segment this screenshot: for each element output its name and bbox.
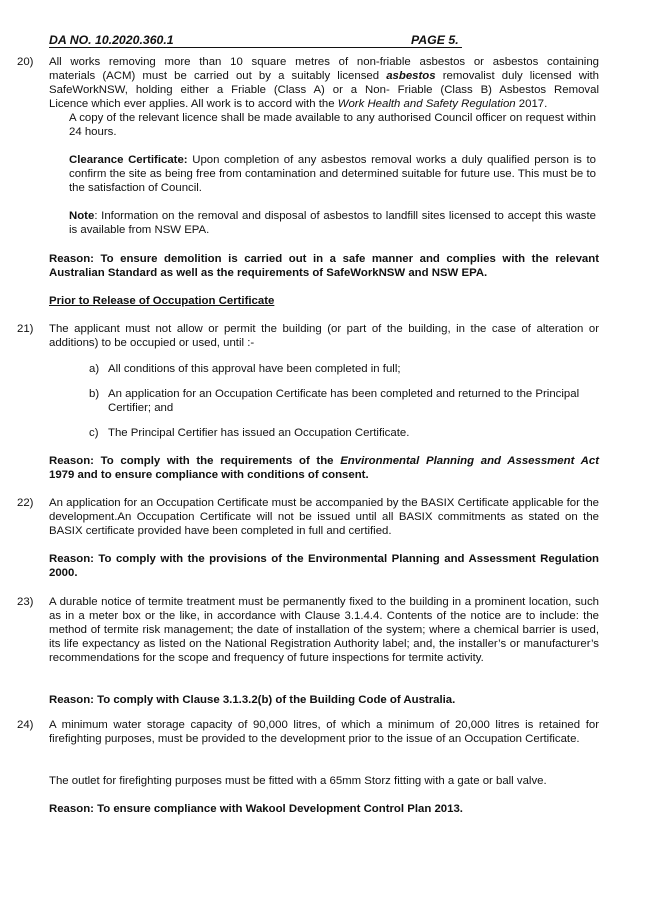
condition-23-text: A durable notice of termite treatment must be permanently fixed to the building in a prominent location, such as in a meter box or the like, in accordance with Clause 3.1.4.4. Contents of the notice are to include: the method of termite risk management; the date of installation of the system; where a chemical barrier is used, its life expectancy as listed on the National Registration Authority label; and, the installer’s or manufacturer’s recommendations for the scope and frequency of future inspections for termite activity. (49, 596, 599, 664)
condition-20-reason: Reason: To ensure demolition is carried out in a safe manner and complies with the relevant Australian Standard as well as the requirements of SafeWorkNSW and NSW EPA. (49, 253, 599, 279)
condition-22-text: An application for an Occupation Certificate must be accompanied by the BASIX Certificate applicable for the development.An Occupation Certificate will not be issued until all BASIX commitments as stated on the BASIX certificate provided have been completed in full and certified. (49, 497, 599, 537)
condition-24-reason: Reason: To ensure compliance with Wakool Development Control Plan 2013. (49, 803, 463, 815)
condition-20-line: All works removing more than 10 square metres of non-friable asbestos or asbestos containing (49, 56, 599, 68)
list-letter: c) (89, 427, 99, 439)
condition-21-text: The applicant must not allow or permit the building (or part of the building, in the case of alteration or additions) to be occupied or used, until :- (49, 323, 599, 349)
condition-24-text: A minimum water storage capacity of 90,000 litres, of which a minimum of 20,000 litres is retained for firefighting purposes, must be provided to the development prior to the issue of an Occupation Certificate. (49, 719, 599, 745)
list-item-text: The Principal Certifier has issued an Occupation Certificate. (108, 427, 410, 439)
clearance-certificate-paragraph: Clearance Certificate: Upon completion of any asbestos removal works a duly qualified person is to confirm the site as being free from contamination and determined suitable for future use. This must be to the satisfaction of Council. (69, 154, 596, 194)
list-letter: b) (89, 388, 100, 400)
condition-20-line: Licence which ever applies. All work is to accord with the Work Health and Safety Regulation 2017. (49, 98, 548, 110)
condition-number: 20) (17, 56, 34, 68)
firefighting-outlet-text: The outlet for firefighting purposes must be fitted with a 65mm Storz fitting with a gate or ball valve. (49, 775, 547, 787)
condition-20-line: materials (ACM) must be carried out by a suitably licensed asbestos removalist duly licensed with (49, 70, 599, 82)
da-number: DA NO. 10.2020.360.1 (49, 33, 174, 47)
condition-22-reason: Reason: To comply with the provisions of the Environmental Planning and Assessment Regulation 2000. (49, 553, 599, 579)
disposal-note-paragraph: Note: Information on the removal and disposal of asbestos to landfill sites licensed to accept this waste is available from NSW EPA. (69, 210, 596, 236)
condition-number: 21) (17, 323, 34, 335)
condition-number: 24) (17, 719, 34, 731)
condition-number: 22) (17, 497, 34, 509)
condition-20-line: SafeWorkNSW, holding either a Friable (Class A) or a Non- Friable (Class B) Asbestos Removal (49, 84, 599, 96)
note-label: Note (69, 210, 95, 222)
page-header (49, 33, 462, 48)
page-number: PAGE 5. (411, 33, 459, 47)
condition-20-text (49, 55, 599, 111)
clearance-label: Clearance Certificate: (69, 154, 188, 166)
condition-21-reason: Reason: To comply with the requirements of the Environmental Planning and Assessment Act 1979 and to ensure compliance with conditions of consent. (49, 455, 599, 481)
list-item-text: An application for an Occupation Certificate has been completed and returned to the Principal Certifier; and (108, 388, 580, 414)
section-heading: Prior to Release of Occupation Certificate (49, 295, 275, 307)
list-letter: a) (89, 363, 100, 375)
condition-23-reason: Reason: To comply with Clause 3.1.3.2(b) of the Building Code of Australia. (49, 694, 456, 706)
condition-number: 23) (17, 596, 34, 608)
licence-copy-note: A copy of the relevant licence shall be made available to any authorised Council officer on request within 24 hours. (69, 112, 596, 138)
list-item-text: All conditions of this approval have been completed in full; (108, 363, 401, 375)
